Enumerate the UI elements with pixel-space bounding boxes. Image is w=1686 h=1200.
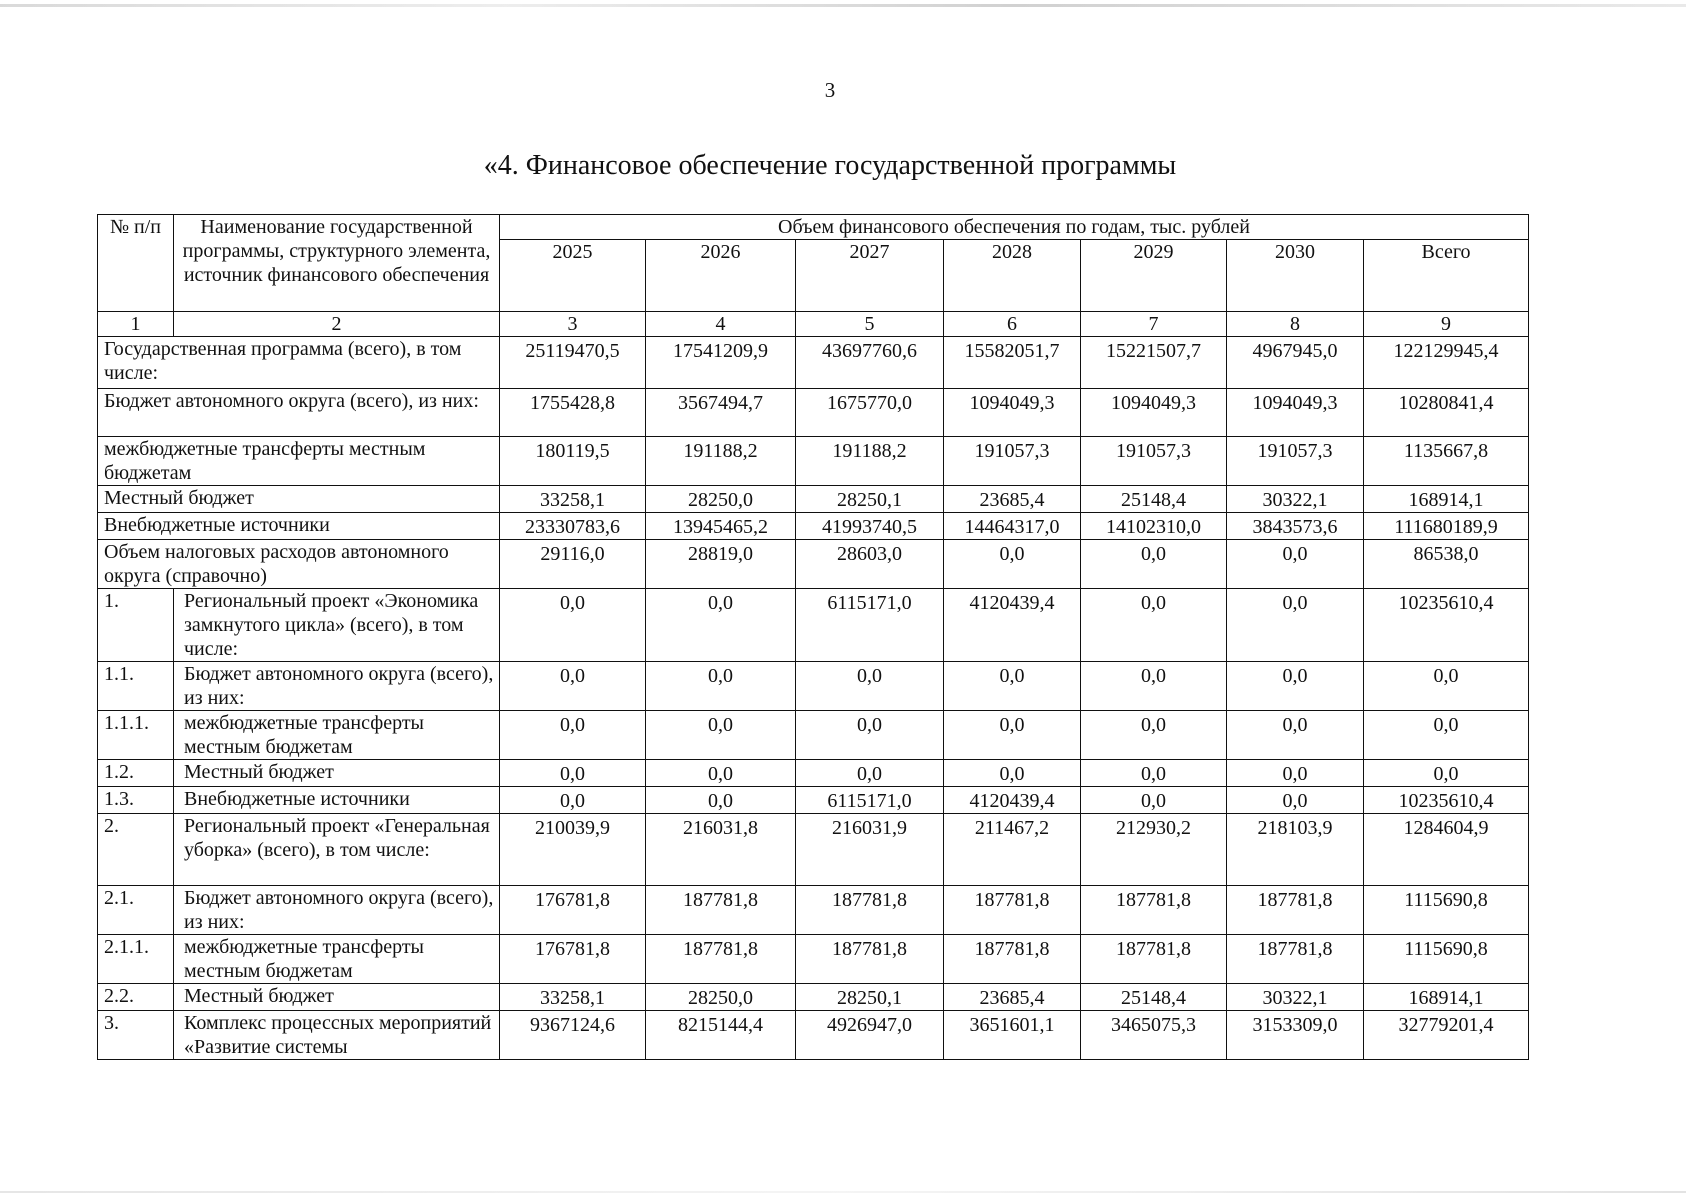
table-row bbox=[98, 814, 1529, 886]
column-number: 7 bbox=[1081, 312, 1227, 337]
header-year: 2029 bbox=[1081, 240, 1227, 312]
cell-value: 216031,8 bbox=[646, 814, 796, 886]
cell-value: 0,0 bbox=[1227, 662, 1364, 711]
row-number: 2.2. bbox=[98, 984, 174, 1011]
cell-value: 0,0 bbox=[1081, 787, 1227, 814]
row-label: Бюджет автономного округа (всего), из них: bbox=[174, 662, 500, 711]
cell-value: 191188,2 bbox=[646, 437, 796, 486]
cell-total: 0,0 bbox=[1364, 662, 1529, 711]
header-year: 2027 bbox=[796, 240, 944, 312]
table-row bbox=[98, 513, 1529, 540]
scan-edge-bottom bbox=[0, 1191, 1686, 1193]
cell-total: 1115690,8 bbox=[1364, 886, 1529, 935]
row-number: 1. bbox=[98, 589, 174, 662]
cell-value: 0,0 bbox=[500, 787, 646, 814]
cell-value: 3567494,7 bbox=[646, 389, 796, 437]
cell-value: 0,0 bbox=[500, 760, 646, 787]
cell-value: 0,0 bbox=[796, 662, 944, 711]
cell-value: 1094049,3 bbox=[1081, 389, 1227, 437]
header-no: № п/п bbox=[98, 215, 174, 312]
cell-value: 0,0 bbox=[1081, 540, 1227, 589]
cell-value: 25119470,5 bbox=[500, 337, 646, 389]
cell-value: 3651601,1 bbox=[944, 1011, 1081, 1060]
cell-value: 0,0 bbox=[1227, 711, 1364, 760]
cell-total: 168914,1 bbox=[1364, 486, 1529, 513]
table-row bbox=[98, 486, 1529, 513]
header-total: Всего bbox=[1364, 240, 1529, 312]
cell-value: 29116,0 bbox=[500, 540, 646, 589]
cell-value: 33258,1 bbox=[500, 486, 646, 513]
table-row bbox=[98, 711, 1529, 760]
column-number: 2 bbox=[174, 312, 500, 337]
row-label: Региональный проект «Экономика замкнутого цикла» (всего), в том числе: bbox=[174, 589, 500, 662]
cell-value: 218103,9 bbox=[1227, 814, 1364, 886]
cell-value: 191188,2 bbox=[796, 437, 944, 486]
cell-value: 28250,1 bbox=[796, 984, 944, 1011]
cell-value: 0,0 bbox=[1081, 589, 1227, 662]
row-label: Местный бюджет bbox=[174, 760, 500, 787]
cell-value: 0,0 bbox=[1227, 540, 1364, 589]
header-year: 2025 bbox=[500, 240, 646, 312]
row-label: межбюджетные трансферты местным бюджетам bbox=[98, 437, 500, 486]
column-number: 9 bbox=[1364, 312, 1529, 337]
cell-value: 4967945,0 bbox=[1227, 337, 1364, 389]
cell-value: 14464317,0 bbox=[944, 513, 1081, 540]
cell-value: 28819,0 bbox=[646, 540, 796, 589]
table-row bbox=[98, 935, 1529, 984]
header-year: 2030 bbox=[1227, 240, 1364, 312]
scan-edge-top bbox=[0, 4, 1686, 7]
cell-value: 3465075,3 bbox=[1081, 1011, 1227, 1060]
table-row bbox=[98, 1011, 1529, 1060]
page-number: 3 bbox=[824, 78, 836, 102]
cell-total: 122129945,4 bbox=[1364, 337, 1529, 389]
cell-total: 1115690,8 bbox=[1364, 935, 1529, 984]
cell-value: 187781,8 bbox=[1227, 935, 1364, 984]
financing-table bbox=[97, 214, 1529, 1060]
row-label: межбюджетные трансферты местным бюджетам bbox=[174, 935, 500, 984]
row-number: 2. bbox=[98, 814, 174, 886]
cell-value: 17541209,9 bbox=[646, 337, 796, 389]
cell-value: 216031,9 bbox=[796, 814, 944, 886]
cell-value: 0,0 bbox=[646, 711, 796, 760]
cell-value: 41993740,5 bbox=[796, 513, 944, 540]
cell-value: 0,0 bbox=[1081, 662, 1227, 711]
column-number: 3 bbox=[500, 312, 646, 337]
column-number: 6 bbox=[944, 312, 1081, 337]
cell-value: 28250,0 bbox=[646, 486, 796, 513]
cell-value: 212930,2 bbox=[1081, 814, 1227, 886]
row-label: Региональный проект «Генеральная уборка» (всего), в том числе: bbox=[174, 814, 500, 886]
cell-total: 10235610,4 bbox=[1364, 589, 1529, 662]
cell-value: 187781,8 bbox=[944, 935, 1081, 984]
cell-value: 6115171,0 bbox=[796, 787, 944, 814]
cell-value: 30322,1 bbox=[1227, 984, 1364, 1011]
cell-value: 0,0 bbox=[796, 711, 944, 760]
column-number: 5 bbox=[796, 312, 944, 337]
table-row bbox=[98, 886, 1529, 935]
cell-value: 9367124,6 bbox=[500, 1011, 646, 1060]
cell-total: 1284604,9 bbox=[1364, 814, 1529, 886]
row-number: 2.1.1. bbox=[98, 935, 174, 984]
row-label: Комплекс процессных мероприятий «Развитие системы bbox=[174, 1011, 500, 1060]
cell-value: 23685,4 bbox=[944, 486, 1081, 513]
row-number: 1.1.1. bbox=[98, 711, 174, 760]
cell-total: 0,0 bbox=[1364, 760, 1529, 787]
cell-value: 43697760,6 bbox=[796, 337, 944, 389]
cell-value: 187781,8 bbox=[796, 886, 944, 935]
cell-value: 15221507,7 bbox=[1081, 337, 1227, 389]
row-label: Бюджет автономного округа (всего), из них: bbox=[174, 886, 500, 935]
table-row bbox=[98, 389, 1529, 437]
column-number: 1 bbox=[98, 312, 174, 337]
row-number: 1.2. bbox=[98, 760, 174, 787]
cell-value: 0,0 bbox=[646, 589, 796, 662]
cell-value: 187781,8 bbox=[796, 935, 944, 984]
cell-value: 28603,0 bbox=[796, 540, 944, 589]
cell-total: 10235610,4 bbox=[1364, 787, 1529, 814]
row-number: 1.3. bbox=[98, 787, 174, 814]
table-row bbox=[98, 760, 1529, 787]
row-number: 1.1. bbox=[98, 662, 174, 711]
cell-value: 4120439,4 bbox=[944, 589, 1081, 662]
cell-value: 187781,8 bbox=[646, 935, 796, 984]
cell-value: 1094049,3 bbox=[1227, 389, 1364, 437]
row-label: Бюджет автономного округа (всего), из них: bbox=[98, 389, 500, 437]
cell-value: 191057,3 bbox=[1227, 437, 1364, 486]
cell-value: 0,0 bbox=[1081, 760, 1227, 787]
cell-total: 32779201,4 bbox=[1364, 1011, 1529, 1060]
cell-total: 86538,0 bbox=[1364, 540, 1529, 589]
cell-value: 187781,8 bbox=[1081, 935, 1227, 984]
column-number: 8 bbox=[1227, 312, 1364, 337]
cell-value: 191057,3 bbox=[1081, 437, 1227, 486]
cell-value: 187781,8 bbox=[944, 886, 1081, 935]
table-row bbox=[98, 540, 1529, 589]
cell-value: 176781,8 bbox=[500, 935, 646, 984]
cell-value: 187781,8 bbox=[1227, 886, 1364, 935]
header-name: Наименование государственной программы, структурного элемента, источник финансового обеспечения bbox=[174, 215, 500, 312]
table-row bbox=[98, 787, 1529, 814]
cell-value: 0,0 bbox=[500, 711, 646, 760]
cell-value: 0,0 bbox=[500, 662, 646, 711]
cell-value: 0,0 bbox=[1227, 787, 1364, 814]
cell-value: 15582051,7 bbox=[944, 337, 1081, 389]
cell-value: 25148,4 bbox=[1081, 486, 1227, 513]
cell-value: 180119,5 bbox=[500, 437, 646, 486]
cell-value: 0,0 bbox=[1227, 589, 1364, 662]
cell-value: 0,0 bbox=[500, 589, 646, 662]
cell-value: 210039,9 bbox=[500, 814, 646, 886]
cell-value: 23330783,6 bbox=[500, 513, 646, 540]
cell-value: 4926947,0 bbox=[796, 1011, 944, 1060]
cell-value: 211467,2 bbox=[944, 814, 1081, 886]
cell-total: 0,0 bbox=[1364, 711, 1529, 760]
header-year: 2026 bbox=[646, 240, 796, 312]
page-title: «4. Финансовое обеспечение государственной программы bbox=[483, 150, 1177, 181]
table-row bbox=[98, 662, 1529, 711]
cell-value: 33258,1 bbox=[500, 984, 646, 1011]
cell-value: 1675770,0 bbox=[796, 389, 944, 437]
row-label: Внебюджетные источники bbox=[98, 513, 500, 540]
cell-value: 1094049,3 bbox=[944, 389, 1081, 437]
table-row bbox=[98, 437, 1529, 486]
cell-value: 13945465,2 bbox=[646, 513, 796, 540]
cell-value: 3153309,0 bbox=[1227, 1011, 1364, 1060]
cell-value: 187781,8 bbox=[1081, 886, 1227, 935]
cell-value: 0,0 bbox=[646, 760, 796, 787]
cell-value: 176781,8 bbox=[500, 886, 646, 935]
cell-value: 0,0 bbox=[646, 662, 796, 711]
cell-value: 0,0 bbox=[944, 662, 1081, 711]
row-label: Государственная программа (всего), в том числе: bbox=[98, 337, 500, 389]
cell-total: 111680189,9 bbox=[1364, 513, 1529, 540]
cell-value: 191057,3 bbox=[944, 437, 1081, 486]
row-label: Объем налоговых расходов автономного округа (справочно) bbox=[98, 540, 500, 589]
cell-value: 28250,1 bbox=[796, 486, 944, 513]
cell-value: 0,0 bbox=[944, 711, 1081, 760]
cell-value: 0,0 bbox=[1227, 760, 1364, 787]
cell-value: 14102310,0 bbox=[1081, 513, 1227, 540]
cell-value: 4120439,4 bbox=[944, 787, 1081, 814]
table-row bbox=[98, 589, 1529, 662]
cell-value: 28250,0 bbox=[646, 984, 796, 1011]
cell-value: 0,0 bbox=[944, 540, 1081, 589]
row-label: Внебюджетные источники bbox=[174, 787, 500, 814]
cell-total: 168914,1 bbox=[1364, 984, 1529, 1011]
row-label: Местный бюджет bbox=[174, 984, 500, 1011]
table-row bbox=[98, 337, 1529, 389]
row-number: 2.1. bbox=[98, 886, 174, 935]
cell-value: 0,0 bbox=[646, 787, 796, 814]
header-year: 2028 bbox=[944, 240, 1081, 312]
cell-value: 0,0 bbox=[796, 760, 944, 787]
header-volume: Объем финансового обеспечения по годам, тыс. рублей bbox=[500, 215, 1529, 240]
row-label: межбюджетные трансферты местным бюджетам bbox=[174, 711, 500, 760]
table-row bbox=[98, 984, 1529, 1011]
cell-value: 8215144,4 bbox=[646, 1011, 796, 1060]
row-number: 3. bbox=[98, 1011, 174, 1060]
cell-value: 0,0 bbox=[944, 760, 1081, 787]
cell-value: 187781,8 bbox=[646, 886, 796, 935]
cell-value: 1755428,8 bbox=[500, 389, 646, 437]
cell-value: 23685,4 bbox=[944, 984, 1081, 1011]
row-label: Местный бюджет bbox=[98, 486, 500, 513]
cell-value: 25148,4 bbox=[1081, 984, 1227, 1011]
cell-value: 3843573,6 bbox=[1227, 513, 1364, 540]
cell-value: 0,0 bbox=[1081, 711, 1227, 760]
cell-total: 10280841,4 bbox=[1364, 389, 1529, 437]
cell-value: 6115171,0 bbox=[796, 589, 944, 662]
cell-value: 30322,1 bbox=[1227, 486, 1364, 513]
column-number: 4 bbox=[646, 312, 796, 337]
cell-total: 1135667,8 bbox=[1364, 437, 1529, 486]
